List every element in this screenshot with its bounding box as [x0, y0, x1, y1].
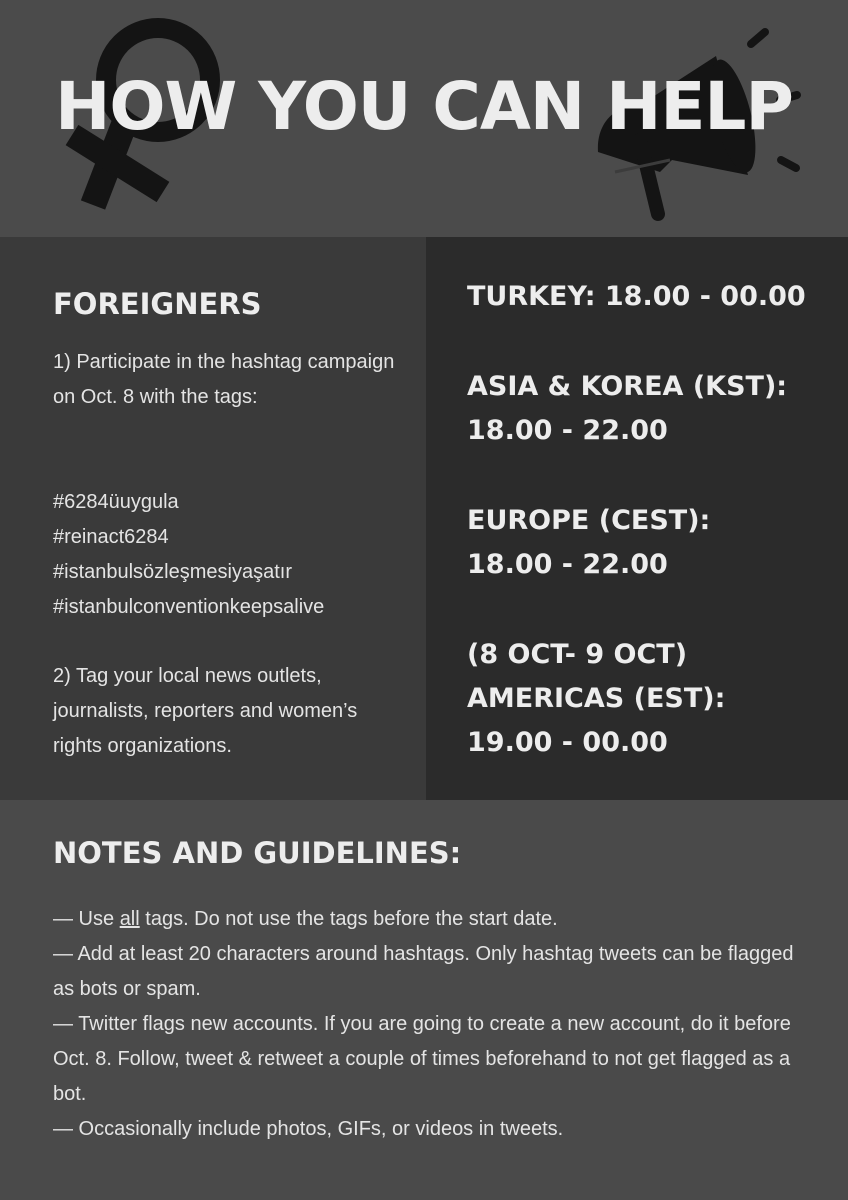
foreigners-panel [0, 237, 426, 800]
asia-label: ASIA & KOREA (KST): [467, 371, 788, 402]
americas-dates: (8 OCT- 9 OCT) [467, 639, 688, 670]
hashtag-item: #reinact6284 [53, 526, 169, 548]
note-1-suffix: tags. Do not use the tags before the start date. [139, 908, 558, 930]
asia-time: 18.00 - 22.00 [467, 415, 668, 446]
europe-label: EUROPE (CEST): [467, 505, 711, 536]
hashtag-list [53, 485, 403, 625]
note-1-emphasis: all [119, 908, 140, 930]
foreigners-heading: FOREIGNERS [53, 287, 262, 321]
note-item: — Occasionally include photos, GIFs, or videos in tweets. [53, 1118, 564, 1140]
americas-label: AMERICAS (EST): [467, 683, 726, 714]
notes-heading: NOTES AND GUIDELINES: [53, 836, 462, 870]
schedule-turkey [467, 275, 827, 319]
note-1-prefix: — Use [53, 908, 120, 930]
note-item: — Twitter flags new accounts. If you are going to create a new account, do it before Oct. 8. Follow, tweet & retweet a couple of times beforehand to not get flagged as a bot. [53, 1013, 791, 1105]
hashtag-item: #istanbulsözleşmesiyaşatır [53, 561, 292, 583]
step-2-text: 2) Tag your local news outlets, journalists, reporters and women’s rights organizations. [53, 665, 358, 757]
turkey-time: TURKEY: 18.00 - 00.00 [467, 281, 806, 312]
step-1-text: 1) Participate in the hashtag campaign on Oct. 8 with the tags: [53, 351, 395, 408]
notes-list [53, 902, 813, 1147]
schedule-panel [426, 237, 848, 800]
hashtag-item: #istanbulconventionkeepsalive [53, 596, 325, 618]
note-item [53, 902, 813, 937]
europe-time: 18.00 - 22.00 [467, 549, 668, 580]
schedule-asia [467, 365, 827, 453]
hashtag-item: #6284üuygula [53, 491, 179, 513]
schedule-europe [467, 499, 827, 587]
schedule-americas [467, 633, 827, 765]
header-banner [0, 0, 848, 237]
notes-section [0, 800, 848, 1200]
americas-time: 19.00 - 00.00 [467, 727, 668, 758]
note-item: — Add at least 20 characters around hashtags. Only hashtag tweets can be flagged as bots or spam. [53, 943, 794, 1000]
page-title: HOW YOU CAN HELP [55, 68, 793, 145]
